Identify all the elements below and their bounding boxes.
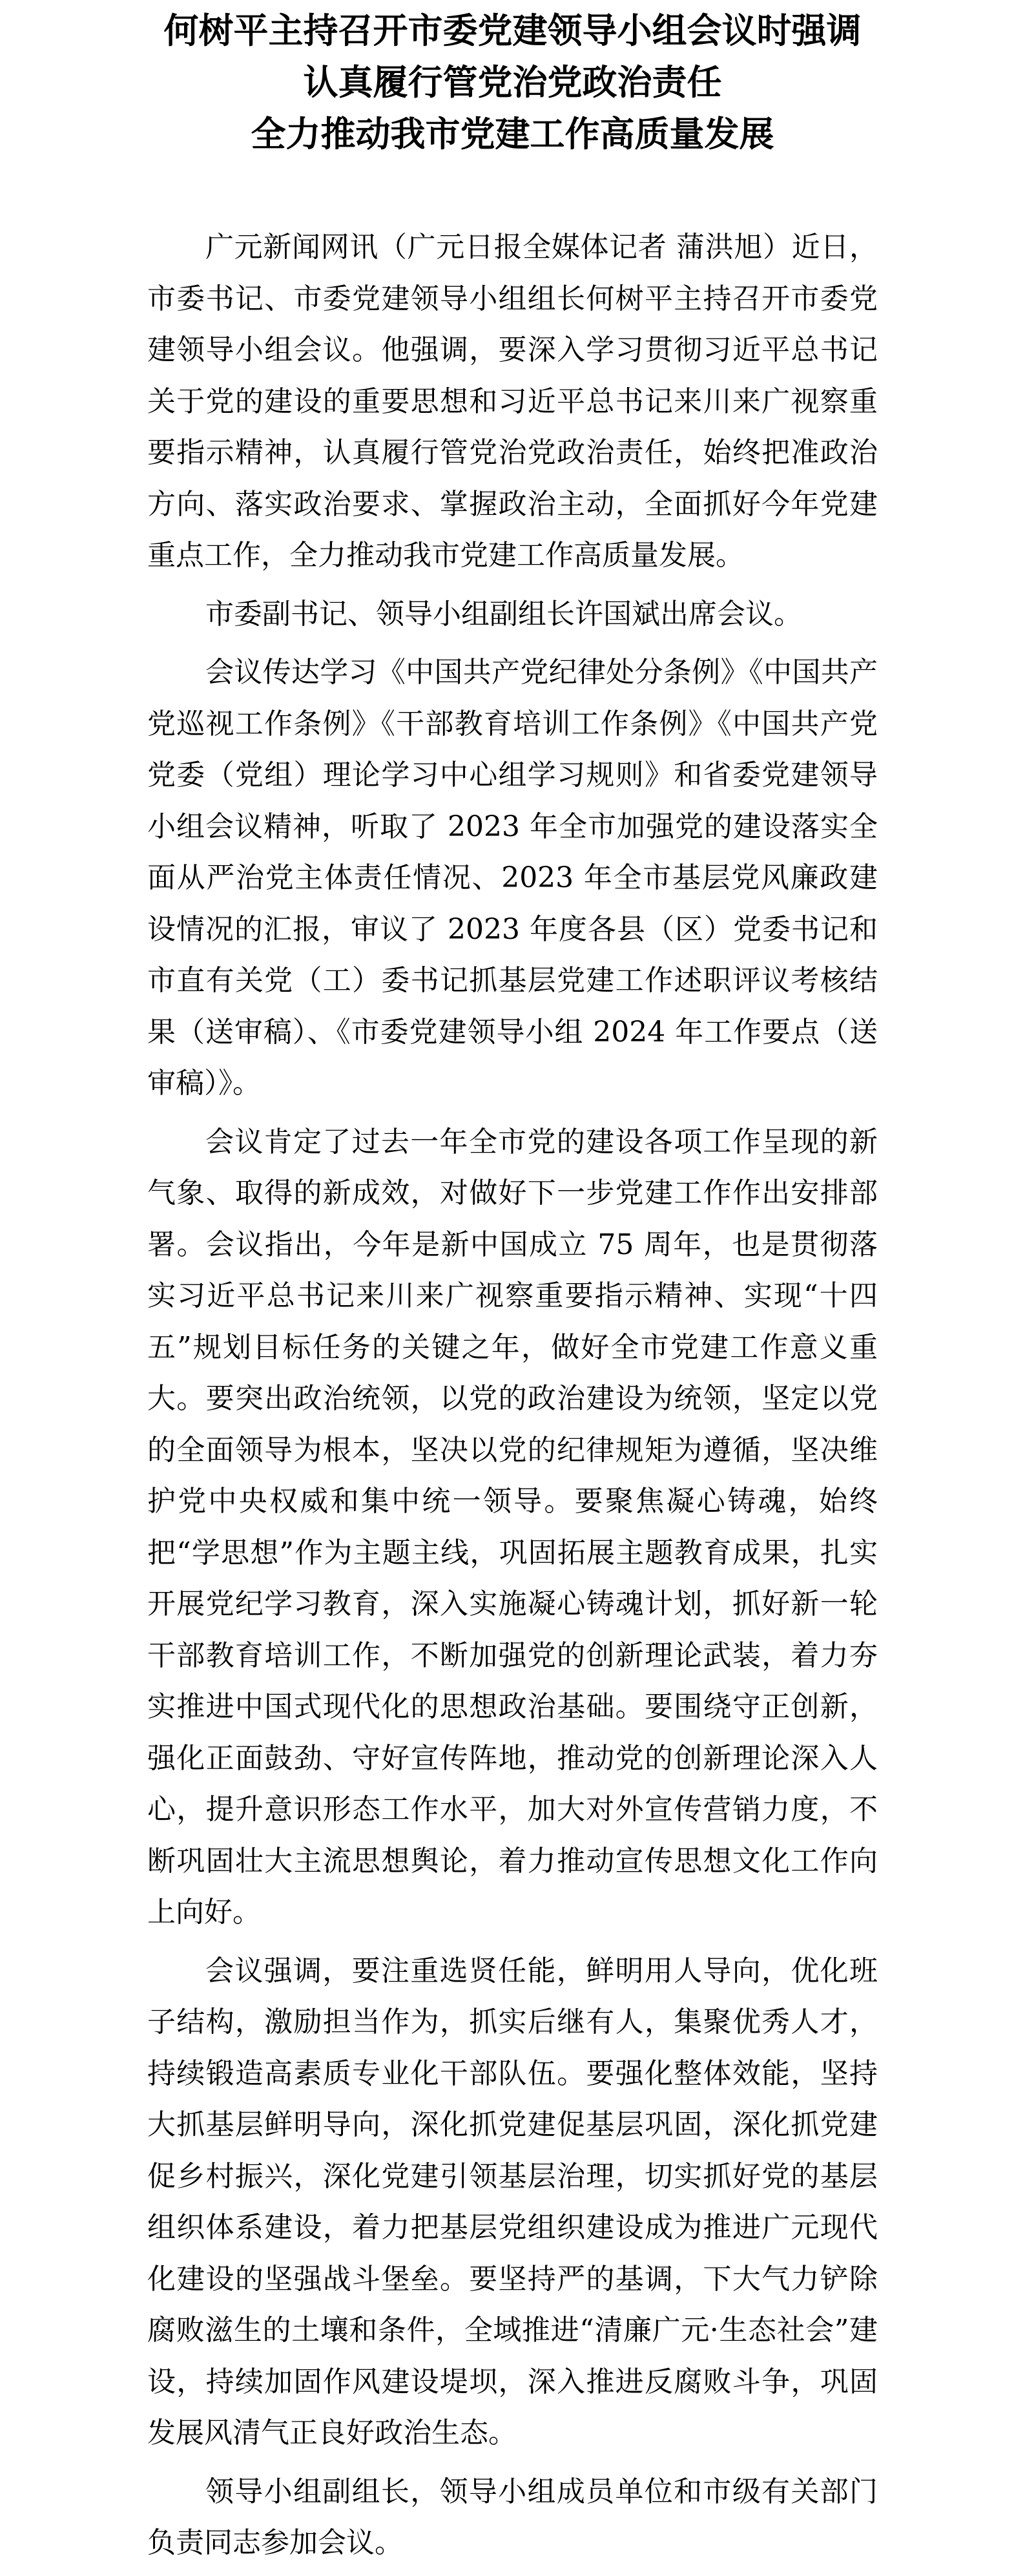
headline-line-1: 何树平主持召开市委党建领导小组会议时强调 xyxy=(163,10,862,51)
paragraph-meeting-points: 会议肯定了过去一年全市党的建设各项工作呈现的新气象、取得的新成效，对做好下一步党建工作作出安排部署。会议指出，今年是新中国成立 75 周年，也是贯彻落实习近平总书记来川来广视察重要指示精神、实现“十四五”规划目标任务的关键之年，做好全市党建工作意义重大。要突出政治统领，以党的政治建设为统领，坚定以党的全面领导为根本，坚决以党的纪律规矩为遵循，坚决维护党中央权威和集中统一领导。要聚焦凝心铸魂，始终把“学思想”作为主题主线，巩固拓展主题教育成果，扎实开展党纪学习教育，深入实施凝心铸魂计划，抓好新一轮干部教育培训工作，不断加强党的创新理论武装，着力夯实推进中国式现代化的思想政治基础。要围绕守正创新，强化正面鼓劲、守好宣传阵地，推动党的创新理论深入人心，提升意识形态工作水平，加大对外宣传营销力度，不断巩固壮大主流思想舆论，着力推动宣传思想文化工作向上向好。 xyxy=(147,1125,878,1929)
article-body xyxy=(147,222,878,2576)
headline-line-2: 认真履行管党治党政治责任 xyxy=(303,61,722,103)
paragraph-participants: 领导小组副组长，领导小组成员单位和市级有关部门负责同志参加会议。 xyxy=(147,2475,878,2559)
paragraph-lead: 广元新闻网讯（广元日报全媒体记者 蒲洪旭）近日，市委书记、市委党建领导小组组长何树平主持召开市委党建领导小组会议。他强调，要深入学习贯彻习近平总书记关于党的建设的重要思想和习近平总书记来川来广视察重要指示精神，认真履行管党治党政治责任，始终把准政治方向、落实政治要求、掌握政治主动，全面抓好今年党建重点工作，全力推动我市党建工作高质量发展。 xyxy=(147,231,878,572)
paragraph-attendance: 市委副书记、领导小组副组长许国斌出席会议。 xyxy=(205,597,802,631)
paragraph-meeting-emphasis: 会议强调，要注重选贤任能，鲜明用人导向，优化班子结构，激励担当作为，抓实后继有人，集聚优秀人才，持续锻造高素质专业化干部队伍。要强化整体效能，坚持大抓基层鲜明导向，深化抓党建促基层巩固，深化抓党建促乡村振兴，深化党建引领基层治理，切实抓好党的基层组织体系建设，着力把基层党组织建设成为推进广元现代化建设的坚强战斗堡垒。要坚持严的基调，下大气力铲除腐败滋生的土壤和条件，全域推进“清廉广元·生态社会”建设，持续加固作风建设堤坝，深入推进反腐败斗争，巩固发展风清气正良好政治生态。 xyxy=(147,1954,878,2449)
headline-line-3: 全力推动我市党建工作高质量发展 xyxy=(251,113,774,154)
paragraph-meeting-agenda: 会议传达学习《中国共产党纪律处分条例》《中国共产党巡视工作条例》《干部教育培训工作条例》《中国共产党党委（党组）理论学习中心组学习规则》和省委党建领导小组会议精神，听取了 2023 年全市加强党的建设落实全面从严治党主体责任情况、2023 年全市基层党风廉政建设情况的汇报，审议了 2023 年度各县（区）党委书记和市直有关党（工）委书记抓基层党建工作述职评议考核结果（送审稿）、《市委党建领导小组 2024 年工作要点（送审稿）》。 xyxy=(147,656,878,1100)
